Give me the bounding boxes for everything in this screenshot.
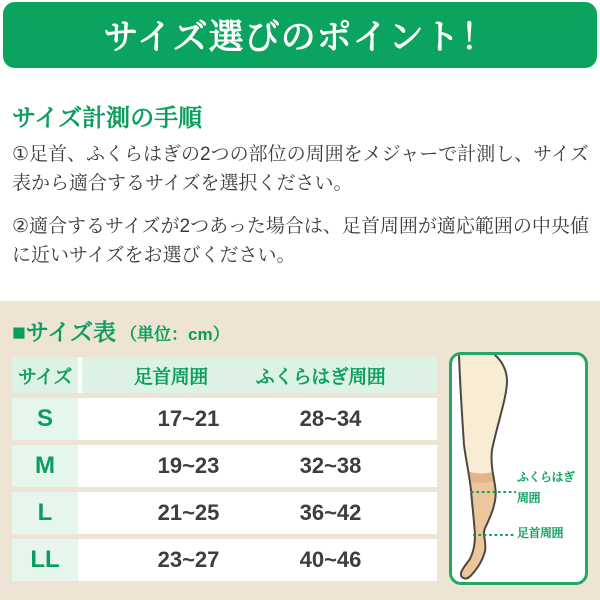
size-table-unit: （単位：cm） <box>120 325 230 344</box>
ankle-circumference-label: 足首周囲 <box>517 526 564 540</box>
table-row-ll <box>12 539 437 581</box>
range-cells <box>82 398 437 440</box>
leg-illustration <box>449 352 588 585</box>
calf-column-header: ふくらはぎ周囲 <box>255 366 386 388</box>
size-cell: L <box>12 492 82 534</box>
ankle-range: 17~21 <box>157 406 220 431</box>
calf-range: 28~34 <box>299 406 362 431</box>
ankle-column-header: 足首周囲 <box>133 366 208 388</box>
measure-column-headers <box>82 357 437 393</box>
calf-circumference-label: ふくらはぎ 周囲 <box>517 470 575 505</box>
procedure-heading: サイズ計測の手順 <box>12 105 203 132</box>
calf-range: 40~46 <box>299 547 362 572</box>
table-row-m <box>12 445 437 487</box>
range-cells <box>82 539 437 581</box>
table-row-l <box>12 492 437 534</box>
procedure-step-1: ①足首、ふくらはぎの2つの部位の周囲をメジャーで計測し、サイズ表から適合するサイズを選択ください。 <box>12 144 589 194</box>
range-cells <box>82 445 437 487</box>
range-cells <box>82 492 437 534</box>
procedure-step-2: ②適合するサイズが2つあった場合は、足首周囲が適応範囲の中央値に近いサイズをお選びください。 <box>12 216 589 266</box>
size-cell: S <box>12 398 82 440</box>
size-cell: LL <box>12 539 82 581</box>
table-header-row <box>12 357 437 393</box>
size-column-header: サイズ <box>12 357 82 393</box>
ankle-range: 21~25 <box>157 500 220 525</box>
title-banner <box>3 2 597 68</box>
size-table <box>12 352 437 586</box>
size-table-heading <box>12 314 230 347</box>
ankle-range: 19~23 <box>157 453 220 478</box>
size-cell: M <box>12 445 82 487</box>
sock-cuff <box>470 472 495 483</box>
table-row-s <box>12 398 437 440</box>
size-table-heading-text: ■サイズ表 <box>12 319 117 345</box>
calf-range: 36~42 <box>299 500 362 525</box>
ankle-range: 23~27 <box>157 547 220 572</box>
page-title: サイズ選びのポイント！ <box>103 18 497 57</box>
calf-range: 32~38 <box>299 453 362 478</box>
size-table-section <box>0 301 600 600</box>
